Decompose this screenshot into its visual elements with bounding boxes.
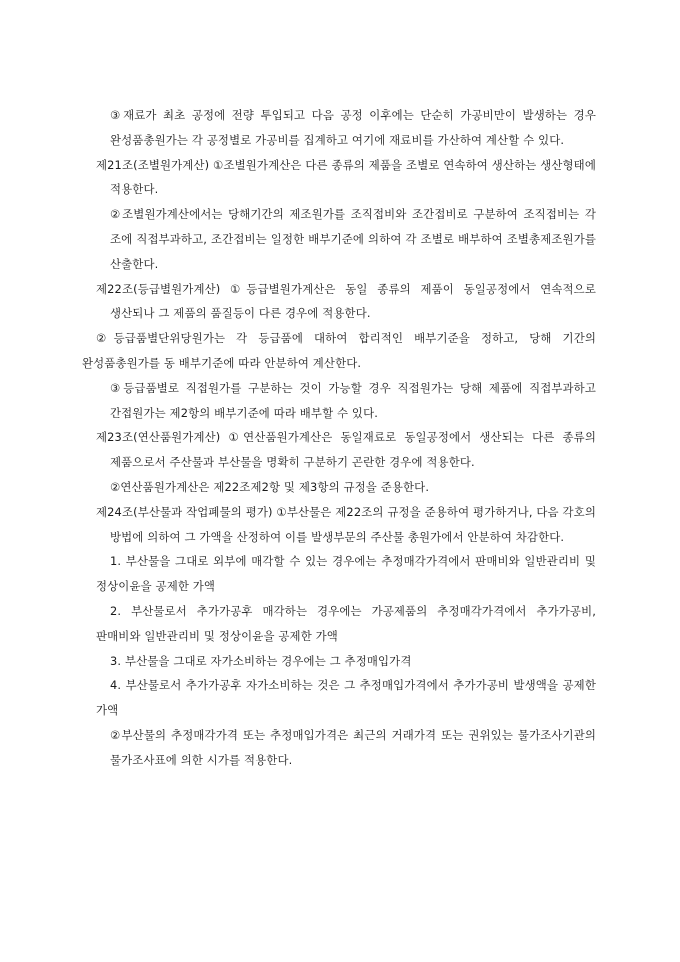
paragraph-article-22-clause-2: ②등급품별단위당원가는 각 등급품에 대하여 합리적인 배부기준을 정하고, 당해 기간의 완성품총원가를 동 배부기준에 따라 안분하여 계산한다. <box>82 331 596 370</box>
document-body <box>82 103 596 773</box>
paragraph-article-24-clause-1: 제24조(부산물과 작업폐물의 평가) ①부산물은 제22조의 규정을 준용하여 평가하거나, 다음 각호의 방법에 의하여 그 가액을 산정하여 이를 발생부문의 주산물 총원가에서 안분하여 차감한다. <box>96 504 596 544</box>
paragraph-article-21-clause-1: 제21조(조별원가계산) ①조별원가계산은 다른 종류의 제품을 조별로 연속하여 생산하는 생산형태에 적용한다. <box>96 157 596 197</box>
paragraph-article-23-clause-1: 제23조(연산품원가계산) ①연산품원가계산은 동일재료로 동일공정에서 생산되는 다른 종류의 제품으로서 주산물과 부산물을 명확히 구분하기 곤란한 경우에 적용한다. <box>96 430 596 470</box>
paragraph-article-22-clause-1: 제22조(등급별원가계산) ①등급별원가계산은 동일 종류의 제품이 동일공정에서 연속적으로 생산되나 그 제품의 품질등이 다른 경우에 적용한다. <box>96 281 596 321</box>
paragraph-article-22-clause-3: ③등급품별로 직접원가를 구분하는 것이 가능할 경우 직접원가는 당해 제품에 직접부과하고 간접원가는 제2항의 배부기준에 따라 배부할 수 있다. <box>110 380 596 420</box>
list-item-2: 2. 부산물로서 추가가공후 매각하는 경우에는 가공제품의 추정매각가격에서 추가가공비, 판매비와 일반관리비 및 정상이윤을 공제한 가액 <box>96 603 596 643</box>
paragraph-article-23-clause-2: ②연산품원가계산은 제22조제2항 및 제3항의 규정을 준용한다. <box>110 479 430 494</box>
paragraph-article-21-clause-2: ②조별원가계산에서는 당해기간의 제조원가를 조직접비와 조간접비로 구분하여 조직접비는 각 조에 직접부과하고, 조간접비는 일정한 배부기준에 의하여 각 조별로 배부하여 조별총제조원가를 산출한다. <box>110 207 596 271</box>
list-item-3: 3. 부산물을 그대로 자가소비하는 경우에는 그 추정매입가격 <box>110 653 412 668</box>
paragraph-article-20-clause-3: ③재료가 최초 공정에 전량 투입되고 다음 공정 이후에는 단순히 가공비만이 발생하는 경우 완성품총원가는 각 공정별로 가공비를 집계하고 여기에 재료비를 가산하여 계산할 수 있다. <box>110 108 596 147</box>
list-item-4: 4. 부산물로서 추가가공후 자가소비하는 것은 그 추정매입가격에서 추가가공비 발생액을 공제한 가액 <box>96 678 596 718</box>
paragraph-article-24-clause-2: ②부산물의 추정매각가격 또는 추정매입가격은 최근의 거래가격 또는 권위있는 물가조사기관의 물가조사표에 의한 시가를 적용한다. <box>110 727 596 767</box>
list-item-1: 1. 부산물을 그대로 외부에 매각할 수 있는 경우에는 추정매각가격에서 판매비와 일반관리비 및 정상이윤을 공제한 가액 <box>96 554 596 594</box>
